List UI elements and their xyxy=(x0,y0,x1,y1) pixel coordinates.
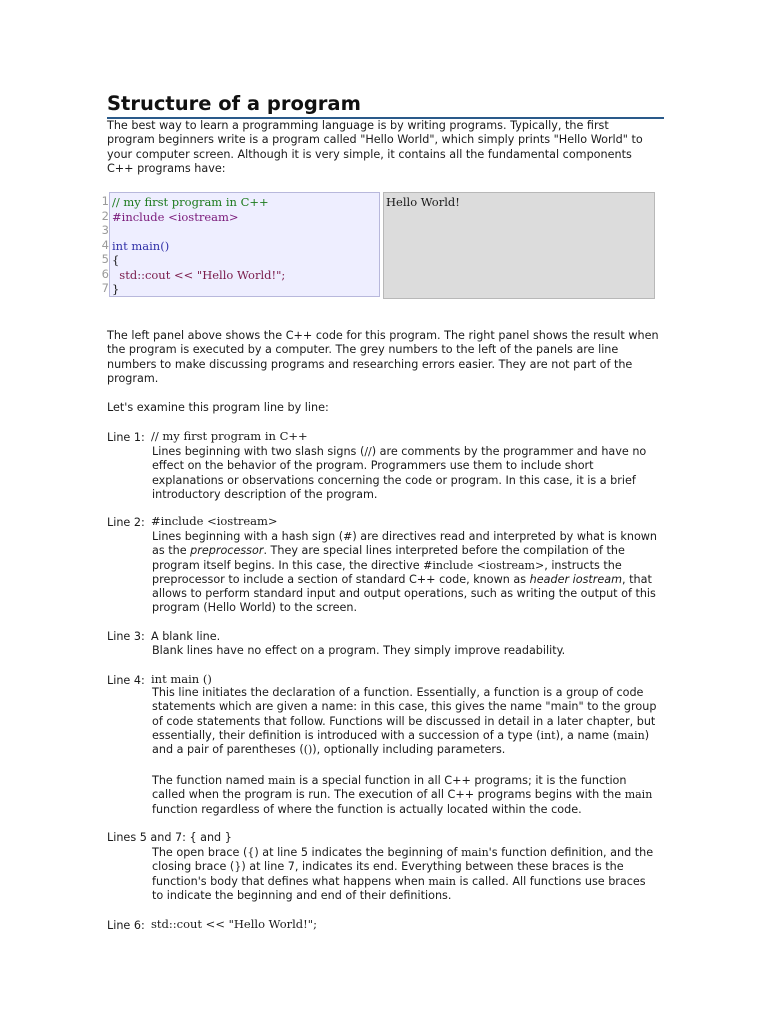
line-number: 6 xyxy=(101,266,109,281)
line-4-code: int main () xyxy=(151,672,212,686)
line-number: 7 xyxy=(101,281,109,295)
output-text: Hello World! xyxy=(386,195,460,209)
line-2-code: #include <iostream> xyxy=(151,514,278,528)
line-number: 1 xyxy=(101,194,109,208)
line-3-label: Line 3: xyxy=(107,630,145,643)
code-line xyxy=(112,224,379,239)
line-2-description: Lines beginning with a hash sign (#) are directives read and interpreted by what is known as the preprocessor. They are special lines interpreted before the compilation of the program itself begins. In this case, the directive #include <iostream>, instructs the preprocessor to include a section of standard C++ code, known as header iostream, that allows to perform standard input and output operations, such as writing the output of this program (Hello World) to the screen. xyxy=(152,530,658,615)
page-title: Structure of a program xyxy=(107,92,664,119)
code-line: // my first program in C++ xyxy=(112,195,269,209)
line-6-code: std::cout << "Hello World!"; xyxy=(151,917,317,931)
line-3-heading: A blank line. xyxy=(151,630,221,643)
intro-paragraph: The best way to learn a programming language is by writing programs. Typically, the first program beginners write is a program called "Hello World", which simply prints "Hello World" to your computer screen. Although it is very simple, it contains all the fundamental components C++ programs have: xyxy=(107,119,643,175)
code-line: int main() xyxy=(112,238,170,253)
line-1-code: // my first program in C++ xyxy=(151,429,308,443)
code-example xyxy=(99,192,671,300)
line-4-description: This line initiates the declaration of a function. Essentially, a function is a group of code statements which are given a name: in this case, this gives the name "main" to the group of code statements that follow. Functions will be discussed in detail in a later chapter, but essentially, their definition is introduced with a succession of a type (int), a name (main) and a pair of parentheses (()), optionally including parameters. xyxy=(152,686,657,757)
panels-explanation: The left panel above shows the C++ code for this program. The right panel shows the result when the program is executed by a computer. The grey numbers to the left of the panels are line numbers to make discussing programs and researching errors easier. They are not part of the program. xyxy=(107,329,659,385)
line-1-label: Line 1: xyxy=(107,431,145,444)
line-5-7-label: Lines 5 and 7: { and } xyxy=(107,831,232,844)
program-output-panel xyxy=(383,192,655,299)
examine-intro: Let's examine this program line by line: xyxy=(107,401,329,414)
line-4-label: Line 4: xyxy=(107,674,145,687)
line-3-description: Blank lines have no effect on a program. They simply improve readability. xyxy=(152,644,566,657)
line-number: 5 xyxy=(101,252,109,266)
code-line: { xyxy=(112,253,120,267)
line-4-main-description: The function named main is a special function in all C++ programs; it is the function called when the program is run. The execution of all C++ programs begins with the main function regardless of where the function is actually located within the code. xyxy=(152,774,653,816)
line-number: 4 xyxy=(101,237,109,252)
line-1-description: Lines beginning with two slash signs (//) are comments by the programmer and have no effect on the behavior of the program. Programmers use them to include short explanations or observations concerning the code or program. In this case, it is a brief introductory description of the program. xyxy=(152,445,647,501)
code-line: #include <iostream> xyxy=(112,209,239,224)
line-6-label: Line 6: xyxy=(107,919,145,932)
line-number: 2 xyxy=(101,208,109,223)
line-5-7-description: The open brace ({) at line 5 indicates the beginning of main's function definition, and the closing brace (}) at line 7, indicates its end. Everything between these braces is the function's body that defines what happens when main is called. All functions use braces to indicate the beginning and end of their definitions. xyxy=(152,846,654,902)
line-number: 3 xyxy=(101,223,109,237)
code-line: } xyxy=(112,282,120,296)
line-number-gutter xyxy=(99,194,109,296)
line-2-label: Line 2: xyxy=(107,516,145,529)
code-line: std::cout << "Hello World!"; xyxy=(112,267,286,282)
source-code-panel xyxy=(109,192,380,297)
